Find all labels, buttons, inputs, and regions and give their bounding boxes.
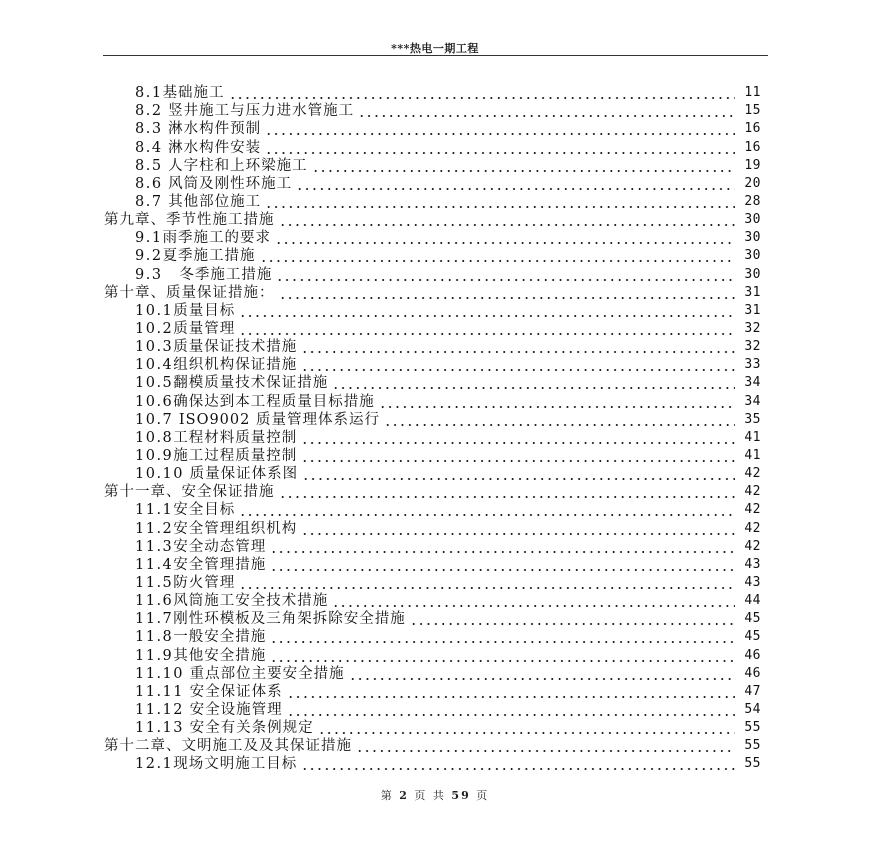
toc-entry-number: 8.4 <box>135 139 163 156</box>
toc-page-number: 34 <box>744 375 761 391</box>
toc-entry-title: 安全有关条例规定 <box>184 720 314 737</box>
toc-entry-title: 淋水构件安装 <box>162 139 262 156</box>
toc-entry-title: 翻模质量技术保证措施 <box>173 375 329 392</box>
toc-page-number: 31 <box>744 302 761 318</box>
toc-page-number: 28 <box>744 193 761 209</box>
toc-section-entry[interactable] <box>104 556 761 574</box>
toc-entry-number: 11.7 <box>135 611 174 628</box>
toc-entry-number: 11.5 <box>135 574 174 591</box>
toc-dot-leader <box>229 86 735 100</box>
toc-page-number: 34 <box>744 393 761 409</box>
toc-entry-number: 11.10 <box>135 665 185 682</box>
toc-page-number: 42 <box>744 520 761 536</box>
toc-page-number: 55 <box>744 738 761 754</box>
footer-total-pages: 59 <box>451 789 471 802</box>
toc-page-number: 42 <box>744 538 761 554</box>
toc-page-number: 20 <box>744 175 761 191</box>
toc-dot-leader <box>270 649 735 663</box>
toc-page-number: 16 <box>744 121 761 137</box>
toc-entry-title: 第九章、季节性施工措施 <box>104 212 275 229</box>
footer-current-page: 2 <box>399 789 409 802</box>
toc-entry-number: 11.6 <box>135 593 174 610</box>
table-of-contents <box>104 84 761 773</box>
toc-dot-leader <box>276 268 735 282</box>
toc-entry-number: 9.2 <box>135 248 163 265</box>
toc-page-number: 42 <box>744 466 761 482</box>
toc-entry-title: 安全管理组织机构 <box>173 520 298 537</box>
toc-entry-title: 现场文明施工目标 <box>173 756 298 773</box>
toc-section-entry[interactable] <box>104 701 761 719</box>
toc-section-entry[interactable] <box>104 501 761 519</box>
toc-section-entry[interactable] <box>104 719 761 737</box>
toc-page-number: 42 <box>744 502 761 518</box>
toc-page-number: 46 <box>744 647 761 663</box>
header-divider <box>103 55 768 56</box>
toc-entry-title: 质量目标 <box>173 302 236 319</box>
toc-dot-leader <box>265 122 735 136</box>
footer-suffix: 页 <box>476 789 490 802</box>
toc-section-entry[interactable] <box>104 538 761 556</box>
toc-page-number: 19 <box>744 157 761 173</box>
toc-entry-title: 确保达到本工程质量目标措施 <box>173 393 375 410</box>
toc-entry-number: 10.3 <box>135 339 174 356</box>
toc-page-number: 33 <box>744 357 761 373</box>
toc-entry-number: 11.11 <box>135 683 185 700</box>
toc-page-number: 30 <box>744 248 761 264</box>
toc-entry-title: 工程材料质量控制 <box>173 429 298 446</box>
toc-dot-leader <box>279 286 736 300</box>
toc-section-entry[interactable] <box>104 429 761 447</box>
toc-page-number: 41 <box>744 447 761 463</box>
toc-section-entry[interactable] <box>104 120 761 138</box>
toc-entry-title: 夏季施工措施 <box>162 248 256 265</box>
toc-page-number: 55 <box>744 756 761 772</box>
toc-entry-title: 雨季施工的要求 <box>162 230 272 247</box>
toc-page-number: 32 <box>744 339 761 355</box>
toc-page-number: 35 <box>744 411 761 427</box>
toc-entry-title: 第十一章、安全保证措施 <box>104 484 275 501</box>
toc-entry-number: 11.4 <box>135 556 174 573</box>
toc-dot-leader <box>301 358 735 372</box>
toc-dot-leader <box>301 757 735 771</box>
toc-section-entry[interactable] <box>104 665 761 683</box>
toc-page-number: 55 <box>744 720 761 736</box>
toc-entry-title: 淋水构件预制 <box>162 121 262 138</box>
toc-dot-leader <box>239 503 735 517</box>
toc-entry-number: 10.5 <box>135 375 174 392</box>
toc-entry-title: 施工过程质量控制 <box>173 447 298 464</box>
toc-section-entry[interactable] <box>104 338 761 356</box>
toc-dot-leader <box>275 231 735 245</box>
toc-dot-leader <box>384 413 735 427</box>
toc-entry-number: 10.10 <box>135 466 185 483</box>
toc-dot-leader <box>301 431 735 445</box>
toc-entry-title: 质量保证技术措施 <box>173 339 298 356</box>
toc-section-entry[interactable] <box>104 392 761 410</box>
footer-prefix: 第 <box>380 789 394 802</box>
toc-section-entry[interactable] <box>104 265 761 283</box>
page-footer <box>0 787 870 803</box>
toc-entry-title: 安全设施管理 <box>184 701 283 718</box>
toc-entry-number: 8.5 <box>135 157 163 174</box>
toc-page-number: 54 <box>744 701 761 717</box>
toc-section-entry[interactable] <box>104 574 761 592</box>
toc-entry-number: 11.3 <box>135 538 174 555</box>
toc-dot-leader <box>379 395 735 409</box>
toc-entry-title: 防火管理 <box>173 574 236 591</box>
toc-entry-title: ISO9002 质量管理体系运行 <box>173 411 380 428</box>
toc-entry-title: 一般安全措施 <box>173 629 267 646</box>
toc-section-entry[interactable] <box>104 84 761 102</box>
toc-page-number: 16 <box>744 139 761 155</box>
toc-page-number: 11 <box>744 85 761 101</box>
toc-chapter-entry[interactable] <box>104 284 761 302</box>
toc-entry-title: 重点部位主要安全措施 <box>184 665 345 682</box>
toc-entry-title: 冬季施工措施 <box>162 266 273 283</box>
toc-entry-number: 11.9 <box>135 647 174 664</box>
toc-section-entry[interactable] <box>104 175 761 193</box>
toc-section-entry[interactable] <box>104 247 761 265</box>
toc-entry-number: 10.2 <box>135 320 174 337</box>
toc-page-number: 32 <box>744 320 761 336</box>
toc-section-entry[interactable] <box>104 229 761 247</box>
toc-entry-title: 安全目标 <box>173 502 236 519</box>
toc-dot-leader <box>301 449 735 463</box>
toc-section-entry[interactable] <box>104 138 761 156</box>
toc-entry-number: 10.8 <box>135 429 174 446</box>
toc-section-entry[interactable] <box>104 320 761 338</box>
page-header-title: ***热电一期工程 <box>391 42 479 55</box>
toc-entry-title: 基础施工 <box>162 85 225 102</box>
toc-dot-leader <box>410 612 735 626</box>
toc-entry-title: 第十二章、文明施工及及其保证措施 <box>104 738 352 755</box>
toc-page-number: 30 <box>744 266 761 282</box>
toc-section-entry[interactable] <box>104 755 761 773</box>
toc-section-entry[interactable] <box>104 374 761 392</box>
toc-dot-leader <box>302 467 735 481</box>
toc-entry-title: 竖井施工与压力进水管施工 <box>162 103 355 120</box>
toc-page-number: 42 <box>744 484 761 500</box>
toc-page-number: 30 <box>744 230 761 246</box>
toc-entry-number: 10.1 <box>135 302 174 319</box>
toc-dot-leader <box>349 667 735 681</box>
toc-dot-leader <box>270 630 735 644</box>
toc-dot-leader <box>318 721 735 735</box>
toc-section-entry[interactable] <box>104 447 761 465</box>
toc-entry-title: 质量管理 <box>173 320 236 337</box>
toc-dot-leader <box>265 141 735 155</box>
toc-page-number: 47 <box>744 683 761 699</box>
toc-page-number: 15 <box>744 103 761 119</box>
toc-entry-title: 安全管理措施 <box>173 556 267 573</box>
toc-dot-leader <box>270 540 735 554</box>
toc-section-entry[interactable] <box>104 519 761 537</box>
toc-entry-title: 第十章、质量保证措施： <box>104 284 275 301</box>
toc-section-entry[interactable] <box>104 102 761 120</box>
toc-section-entry[interactable] <box>104 628 761 646</box>
toc-entry-number: 11.13 <box>135 720 185 737</box>
toc-dot-leader <box>270 558 735 572</box>
toc-chapter-entry[interactable] <box>104 211 761 229</box>
toc-page-number: 31 <box>744 284 761 300</box>
toc-entry-title: 刚性环模板及三角架拆除安全措施 <box>173 611 406 628</box>
toc-section-entry[interactable] <box>104 157 761 175</box>
toc-chapter-entry[interactable] <box>104 737 761 755</box>
toc-dot-leader <box>312 159 735 173</box>
toc-dot-leader <box>260 249 735 263</box>
toc-page-number: 46 <box>744 665 761 681</box>
toc-entry-number: 10.7 <box>135 411 174 428</box>
toc-dot-leader <box>239 304 735 318</box>
toc-page-number: 43 <box>744 574 761 590</box>
toc-dot-leader <box>279 213 736 227</box>
toc-page-number: 43 <box>744 556 761 572</box>
toc-entry-title: 质量保证体系图 <box>184 466 299 483</box>
toc-entry-number: 11.1 <box>135 502 174 519</box>
toc-dot-leader <box>332 594 735 608</box>
toc-entry-number: 8.7 <box>135 193 163 210</box>
toc-dot-leader <box>287 703 735 717</box>
toc-dot-leader <box>332 376 735 390</box>
toc-dot-leader <box>358 104 735 118</box>
toc-entry-number: 9.1 <box>135 230 163 247</box>
toc-entry-title: 风筒施工安全技术措施 <box>173 593 329 610</box>
toc-dot-leader <box>296 177 735 191</box>
toc-page-number: 45 <box>744 611 761 627</box>
toc-dot-leader <box>356 739 735 753</box>
toc-entry-title: 风筒及刚性环施工 <box>162 175 293 192</box>
toc-entry-title: 安全保证体系 <box>184 683 283 700</box>
toc-section-entry[interactable] <box>104 302 761 320</box>
toc-section-entry[interactable] <box>104 683 761 701</box>
toc-chapter-entry[interactable] <box>104 483 761 501</box>
toc-entry-number: 10.9 <box>135 447 174 464</box>
toc-entry-title: 人字柱和上环梁施工 <box>162 157 308 174</box>
toc-section-entry[interactable] <box>104 356 761 374</box>
toc-entry-number: 8.1 <box>135 85 163 102</box>
toc-section-entry[interactable] <box>104 465 761 483</box>
toc-entry-number: 11.12 <box>135 701 185 718</box>
toc-entry-number: 10.6 <box>135 393 174 410</box>
toc-dot-leader <box>301 340 735 354</box>
toc-entry-number: 12.1 <box>135 756 174 773</box>
toc-entry-number: 9.3 <box>135 266 163 283</box>
toc-page-number: 44 <box>744 593 761 609</box>
toc-page-number: 30 <box>744 212 761 228</box>
toc-page-number: 45 <box>744 629 761 645</box>
toc-dot-leader <box>301 522 735 536</box>
toc-section-entry[interactable] <box>104 411 761 429</box>
toc-entry-title: 其他安全措施 <box>173 647 267 664</box>
toc-section-entry[interactable] <box>104 610 761 628</box>
toc-dot-leader <box>239 322 735 336</box>
toc-section-entry[interactable] <box>104 193 761 211</box>
toc-dot-leader <box>287 685 735 699</box>
toc-entry-number: 8.6 <box>135 175 163 192</box>
toc-dot-leader <box>265 195 735 209</box>
toc-dot-leader <box>279 485 736 499</box>
toc-dot-leader <box>239 576 735 590</box>
toc-entry-number: 8.2 <box>135 103 163 120</box>
toc-entry-number: 10.4 <box>135 357 174 374</box>
toc-entry-title: 安全动态管理 <box>173 538 267 555</box>
footer-middle: 页 共 <box>414 789 446 802</box>
toc-section-entry[interactable] <box>104 646 761 664</box>
toc-page-number: 41 <box>744 429 761 445</box>
toc-entry-number: 11.8 <box>135 629 174 646</box>
toc-entry-number: 8.3 <box>135 121 163 138</box>
toc-section-entry[interactable] <box>104 592 761 610</box>
toc-entry-title: 组织机构保证措施 <box>173 357 298 374</box>
toc-entry-number: 11.2 <box>135 520 174 537</box>
toc-entry-title: 其他部位施工 <box>162 193 262 210</box>
